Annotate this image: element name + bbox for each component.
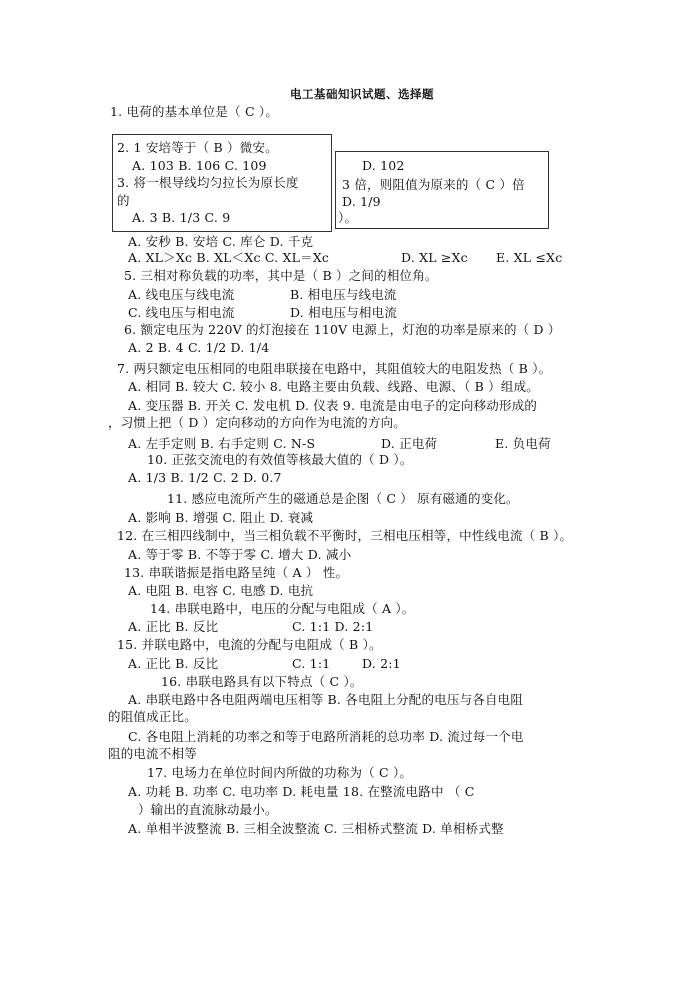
- text-line: 3 倍，则阻值为原来的（ C ）倍: [342, 177, 525, 192]
- text-line: A. 线电压与线电流: [128, 287, 235, 302]
- text-line: 15. 并联电路中，电流的分配与电阻成（ B ）。: [117, 637, 382, 652]
- text-line: A. 1/3 B. 1/2 C. 2 D. 0.7: [128, 470, 282, 485]
- text-line: A. 103 B. 106 C. 109: [132, 158, 267, 173]
- text-line: A. 相同 B. 较大 C. 较小 8. 电路主要由负载、线路、电源、（ B ）组成。: [128, 379, 539, 394]
- text-line: 的阻值成正比。: [108, 709, 197, 724]
- text-line: 阻的电流不相等: [108, 746, 197, 761]
- text-line: A. XL＞Xc B. XL＜Xc C. XL＝Xc: [128, 250, 330, 265]
- text-line: D. 正电荷: [381, 436, 438, 451]
- text-line: 的: [117, 193, 130, 208]
- text-line: A. 安秒 B. 安培 C. 库仑 D. 千克: [128, 234, 314, 249]
- text-line: A. 变压器 B. 开关 C. 发电机 D. 仪表 9. 电流是由电子的定向移动形成的: [128, 398, 538, 413]
- text-line: A. 影响 B. 增强 C. 阻止 D. 衰减: [128, 510, 314, 525]
- text-line: 5. 三相对称负载的功率，其中是（ B ）之间的相位角。: [124, 268, 438, 283]
- text-line: 1. 电荷的基本单位是（ C ）。: [110, 104, 279, 119]
- text-line: 2. 1 安培等于（ B ）微安。: [117, 140, 278, 155]
- text-line: C. 1:1 D. 2:1: [292, 619, 374, 634]
- text-line: C. 1:1: [292, 656, 331, 671]
- text-line: D. 102: [362, 158, 405, 173]
- text-line: ）。: [338, 210, 358, 225]
- text-line: C. 线电压与相电流: [128, 305, 235, 320]
- text-line: D. 2:1: [362, 656, 401, 671]
- text-line: A. 正比 B. 反比: [128, 656, 219, 671]
- text-line: 14. 串联电路中，电压的分配与电阻成（ A ）。: [150, 601, 415, 616]
- text-line: A. 正比 B. 反比: [128, 619, 219, 634]
- text-line: ）输出的直流脉动最小。: [138, 802, 278, 817]
- text-line: A. 2 B. 4 C. 1/2 D. 1/4: [128, 340, 270, 355]
- page-title: 电工基础知识试题、选择题: [290, 87, 434, 101]
- text-line: 12. 在三相四线制中，当三相负载不平衡时，三相电压相等，中性线电流（ B ）。: [117, 528, 573, 543]
- text-line: D. XL ≥Xc: [401, 250, 468, 265]
- text-line: A. 电阻 B. 电容 C. 电感 D. 电抗: [128, 583, 314, 598]
- text-line: 3. 将一根导线均匀拉长为原长度: [117, 175, 299, 190]
- text-line: A. 3 B. 1/3 C. 9: [132, 210, 231, 225]
- text-line: ，习惯上把（ D ）定向移动的方向作为电流的方向。: [108, 415, 406, 430]
- text-line: D. 1/9: [342, 194, 381, 209]
- text-line: 16. 串联电路具有以下特点（ C ）。: [161, 674, 363, 689]
- text-line: C. 各电阻上消耗的功率之和等于电路所消耗的总功率 D. 流过每一个电: [128, 729, 524, 744]
- text-line: A. 左手定则 B. 右手定则 C. N-S: [128, 436, 316, 451]
- text-line: E. 负电荷: [495, 436, 551, 451]
- text-line: A. 单相半波整流 B. 三相全波整流 C. 三相桥式整流 D. 单相桥式整: [128, 821, 504, 836]
- text-line: B. 相电压与线电流: [290, 287, 397, 302]
- text-line: 17. 电场力在单位时间内所做的功称为（ C ）。: [147, 765, 413, 780]
- text-line: 10. 正弦交流电的有效值等核最大值的（ D ）。: [147, 452, 413, 467]
- text-line: 13. 串联谐振是指电路呈纯（ A ） 性。: [124, 565, 349, 580]
- text-line: 11. 感应电流所产生的磁通总是企图（ C ） 原有磁通的变化。: [167, 491, 519, 506]
- text-line: E. XL ≤Xc: [496, 250, 563, 265]
- text-line: D. 相电压与相电流: [290, 305, 398, 320]
- text-line: A. 功耗 B. 功率 C. 电功率 D. 耗电量 18. 在整流电路中 （ C: [128, 784, 475, 799]
- text-line: A. 等于零 B. 不等于零 C. 增大 D. 减小: [128, 547, 352, 562]
- text-line: A. 串联电路中各电阻两端电压相等 B. 各电阻上分配的电压与各自电阻: [128, 692, 524, 707]
- text-line: 6. 额定电压为 220V 的灯泡接在 110V 电源上，灯泡的功率是原来的（ D ）: [124, 322, 561, 337]
- text-line: 7. 两只额定电压相同的电阻串联接在电路中，其阻值较大的电阻发热（ B ）。: [117, 361, 552, 376]
